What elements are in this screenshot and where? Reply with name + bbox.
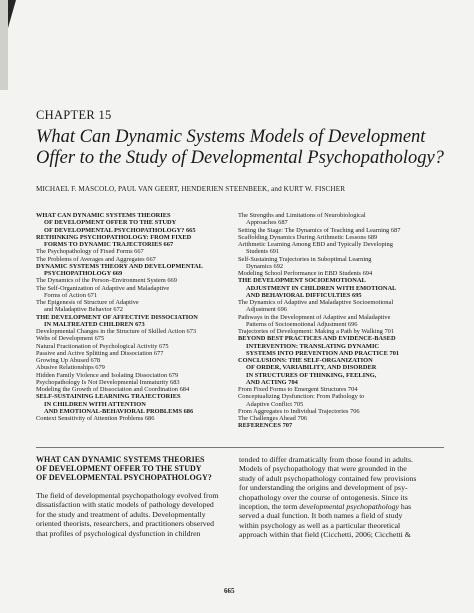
toc-entry: Abusive Relationships 679 xyxy=(36,364,105,372)
toc-entry: Scaffolding Dynamics During Arithmetic Lessons 689 xyxy=(238,233,378,241)
page-edge-shadow xyxy=(0,0,8,90)
toc-entry: CONCLUSIONS: THE SELF-ORGANIZATION xyxy=(238,357,373,364)
toc-entry: Growing Up Abused 678 xyxy=(36,357,101,364)
toc-entry: IN STRUCTURES OF THINKING, FEELING, xyxy=(246,371,377,379)
toc-entry: The Challenges Ahead 706 xyxy=(238,415,308,422)
toc-entry: FORMS TO DYNAMIC TRAJECTORIES 667 xyxy=(44,241,174,248)
toc-entry: SELF-SUSTAINING LEARNING TRAJECTORIES xyxy=(36,393,181,401)
toc-entry: BEYOND BEST PRACTICES AND EVIDENCE-BASED xyxy=(238,335,396,343)
toc-entry: AND ACTING 704 xyxy=(246,378,298,386)
body-line: that profiles of psychological dysfunction in children xyxy=(36,528,201,538)
body-line: oriented theorists, researchers, and practitioners observed xyxy=(36,519,214,529)
toc-entry: AND BEHAVIORAL DIFFICULTIES 695 xyxy=(246,291,362,299)
toc-entry: THE DEVELOPMENT OF AFFECTIVE DISSOCIATION xyxy=(36,313,198,321)
toc-entry: and Maladaptive Behavior 672 xyxy=(44,306,123,314)
toc-entry: WHAT CAN DYNAMIC SYSTEMS THEORIES xyxy=(36,212,171,219)
toc-entry: Adjustment 696 xyxy=(246,306,288,314)
toc-entry: Patterns of Socioemotional Adjustment 696 xyxy=(246,320,358,328)
toc-entry: Conceptualizing Dysfunction: From Pathology to xyxy=(238,393,365,401)
toc-entry: Adaptive Conflict 705 xyxy=(246,400,304,408)
toc-entry: The Self-Organization of Adaptive and Maladaptive xyxy=(36,284,170,292)
toc-entry: PSYCHOPATHOLOGY 669 xyxy=(44,270,123,277)
table-of-contents-right xyxy=(238,212,452,430)
toc-entry: Psychopathology Is Not Developmental Immaturity 683 xyxy=(36,378,180,386)
toc-entry: Pathways in the Development of Adaptive and Maladaptive xyxy=(238,313,391,321)
toc-entry: ADJUSTMENT IN CHILDREN WITH EMOTIONAL xyxy=(246,284,397,292)
toc-entry: Self-Sustaining Trajectories in Suboptimal Learning xyxy=(238,255,372,263)
body-line: for understanding the origins and development of psy- xyxy=(239,483,408,493)
toc-entry: Modeling the Growth of Dissociation and Coordination 684 xyxy=(36,386,190,393)
toc-entry: OF ORDER, VARIABILITY, AND DISORDER xyxy=(246,364,377,372)
body-line: tended to differ dramatically from those found in adults. xyxy=(239,455,413,464)
toc-entry: THE DEVELOPMENT SOCIOEMOTIONAL xyxy=(238,277,366,285)
toc-entry: Forms of Action 671 xyxy=(44,291,98,299)
toc-entry: Trajectories of Development: Making a Path by Walking 701 xyxy=(238,328,395,335)
toc-entry: Webs of Development 675 xyxy=(36,335,105,343)
body-text-left xyxy=(36,491,219,538)
toc-entry: OF DEVELOPMENT OFFER TO THE STUDY xyxy=(44,219,177,227)
toc-entry: Natural Fractionation of Psychological Activity 675 xyxy=(36,342,169,350)
chapter-authors: MICHAEL F. MASCOLO, PAUL VAN GEERT, HENDERIEN STEENBEEK, and KURT W. FISCHER xyxy=(36,185,346,193)
toc-entry: From Fixed Forms to Emergent Structures 704 xyxy=(238,386,358,393)
toc-entry: SYSTEMS INTO PREVENTION AND PRACTICE 701 xyxy=(246,349,400,357)
body-line: Models of psychopathology that were grounded in the xyxy=(239,464,407,474)
toc-entry: The Psychopathology of Fixed Forms 667 xyxy=(36,248,144,256)
chapter-title-line: What Can Dynamic Systems Models of Development xyxy=(36,127,426,147)
page-number: 665 xyxy=(224,587,235,595)
toc-entry: DYNAMIC SYSTEMS THEORY AND DEVELOPMENTAL xyxy=(36,262,203,270)
toc-entry: The Dynamics of Adaptive and Maladaptive Socioemotional xyxy=(238,299,394,306)
toc-entry: Setting the Stage: The Dynamics of Teaching and Learning 687 xyxy=(238,226,401,234)
section-heading-line: WHAT CAN DYNAMIC SYSTEMS THEORIES xyxy=(36,455,205,464)
body-line: inception, the term developmental psychopathology has xyxy=(239,502,412,512)
section-heading-line: OF DEVELOPMENT OFFER TO THE STUDY xyxy=(36,464,202,473)
body-line: chopathology over the course of ontogenesis. Since its xyxy=(239,492,408,502)
toc-entry: Modeling School Performance in EBD Students 694 xyxy=(238,270,373,277)
toc-entry: Arithmetic Learning Among EBD and Typically Developing xyxy=(238,241,393,248)
body-line: for the study and treatment of adults. Developmentally xyxy=(36,509,206,519)
body-line: within psychology as well as a particular theoretical xyxy=(239,520,401,530)
toc-entry: IN CHILDREN WITH ATTENTION xyxy=(44,400,146,408)
toc-entry: The Problems of Averages and Aggregates 667 xyxy=(36,255,156,263)
toc-entry: INTERVENTION: TRANSLATING DYNAMIC xyxy=(246,342,380,350)
toc-entry: The Strengths and Limitations of Neurobiological xyxy=(238,212,366,219)
section-heading xyxy=(36,455,212,482)
toc-entry: Students 691 xyxy=(246,248,280,256)
toc-entry: IN MALTREATED CHILDREN 673 xyxy=(44,320,145,328)
body-line: approach within that field (Cicchetti, 2006; Cicchetti & xyxy=(239,530,411,540)
toc-entry: REFERENCES 707 xyxy=(238,422,293,430)
toc-entry: OF DEVELOPMENTAL PSYCHOPATHOLOGY? 665 xyxy=(44,226,196,234)
chapter-title-line: Offer to the Study of Developmental Psychopathology? xyxy=(36,148,444,168)
table-of-contents-left xyxy=(36,212,236,422)
toc-entry: Hidden Family Violence and Isolating Dissociation 679 xyxy=(36,371,179,379)
toc-entry: Dynamics 692 xyxy=(246,262,284,270)
toc-entry: RETHINKING PSYCHOPATHOLOGY: FROM FIXED xyxy=(36,233,192,241)
section-heading-line: OF DEVELOPMENTAL PSYCHOPATHOLOGY? xyxy=(36,473,212,482)
body-line: served a dual function. It both names a field of study xyxy=(239,511,403,521)
toc-entry: The Dynamics of the Person–Environment System 669 xyxy=(36,277,177,285)
section-divider xyxy=(36,447,444,448)
chapter-title xyxy=(36,127,446,169)
toc-entry: Passive and Active Splitting and Dissociation 677 xyxy=(36,349,164,357)
toc-entry: Developmental Changes in the Structure of Skilled Action 673 xyxy=(36,328,197,335)
body-line: study of adult psychopathology contained few provisions xyxy=(239,473,417,483)
toc-entry: AND EMOTIONAL-BEHAVIORAL PROBLEMS 686 xyxy=(44,407,194,415)
toc-entry: Context Sensitivity of Attention Problems 686 xyxy=(36,415,155,422)
chapter-label: CHAPTER 15 xyxy=(36,108,112,122)
toc-entry: From Aggregates to Individual Trajectories 706 xyxy=(238,407,360,415)
toc-entry: The Epigenesis of Structure of Adaptive xyxy=(36,299,139,306)
body-line: The field of developmental psychopathology evolved from xyxy=(36,491,219,500)
body-text-right xyxy=(239,455,416,540)
body-line: dissatisfaction with static models of pathology developed xyxy=(36,500,214,510)
toc-entry: Approaches 687 xyxy=(246,219,288,227)
